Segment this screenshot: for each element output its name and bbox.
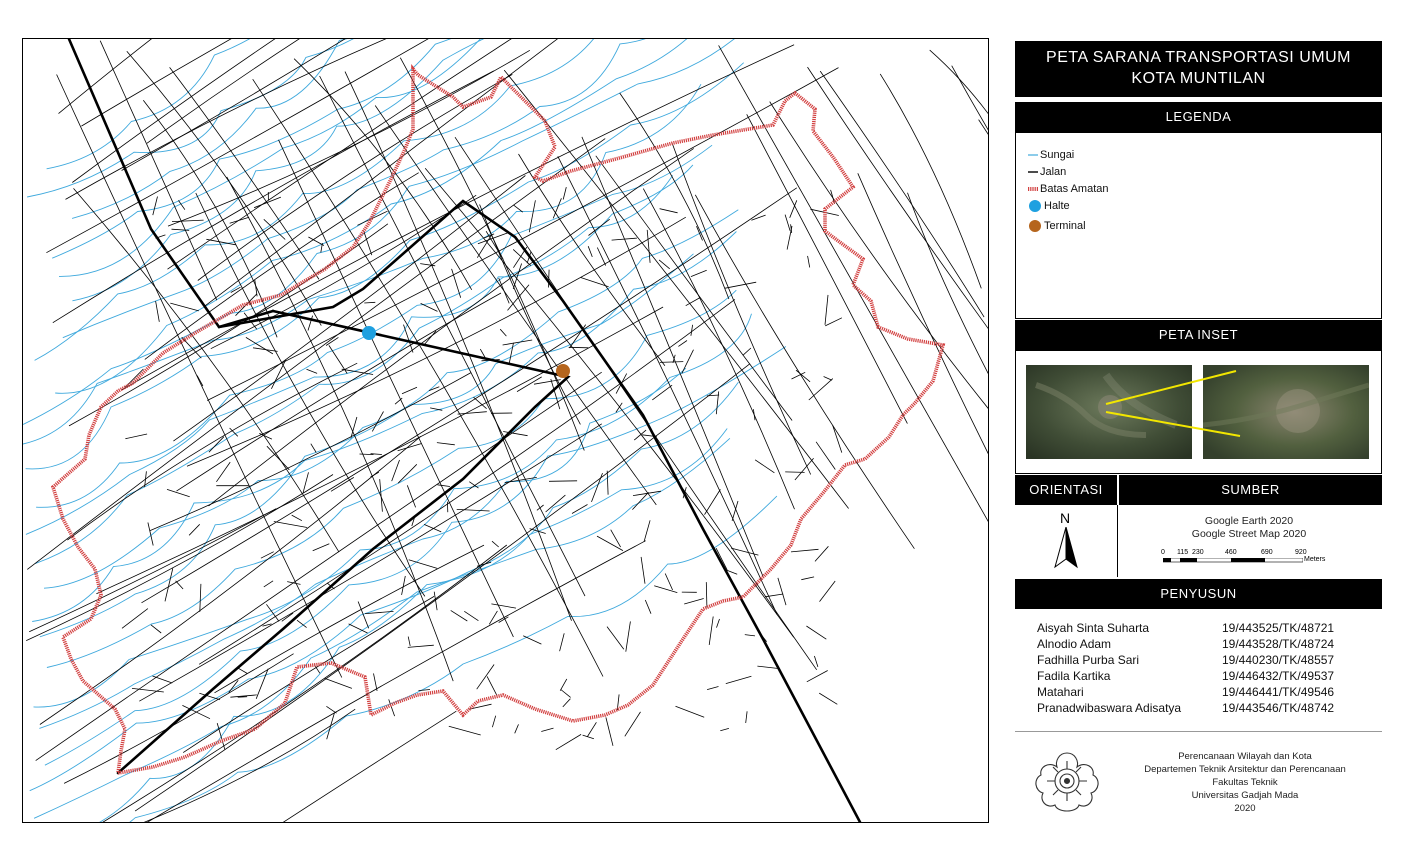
minor-road — [145, 173, 419, 360]
legend-item-halte — [1028, 199, 1070, 213]
local-street — [325, 678, 352, 688]
local-street — [684, 599, 704, 605]
major-road — [118, 311, 568, 773]
terminal-marker[interactable] — [556, 364, 570, 378]
local-street — [419, 690, 431, 691]
compiler-name: Alnodio Adam — [1037, 637, 1112, 651]
inset-heading: PETA INSET — [1015, 320, 1382, 350]
local-street — [549, 481, 577, 482]
orientation-source-box — [1015, 505, 1382, 577]
scale-label: 690 — [1261, 549, 1273, 556]
local-street — [172, 220, 204, 222]
terminal-dot-icon — [1028, 219, 1042, 233]
minor-road — [558, 156, 777, 615]
river-line — [23, 496, 777, 823]
local-street — [311, 444, 316, 453]
local-street — [678, 341, 687, 347]
local-street — [785, 215, 790, 231]
local-street — [806, 626, 826, 639]
local-street — [424, 331, 436, 345]
local-street — [743, 348, 751, 355]
minor-road — [173, 176, 525, 442]
local-street — [720, 728, 729, 730]
minor-road — [142, 188, 797, 603]
local-street — [271, 359, 286, 388]
local-street — [449, 726, 481, 735]
minor-road — [253, 79, 603, 676]
local-street — [809, 379, 833, 400]
local-street — [122, 609, 148, 629]
local-street — [374, 673, 378, 691]
river-line — [35, 175, 673, 563]
local-street — [508, 285, 530, 311]
local-street — [660, 362, 684, 363]
institution-box — [1015, 737, 1382, 821]
inset-highlight-lines — [1016, 351, 1383, 475]
legend-item-terminal — [1028, 219, 1086, 233]
local-street — [402, 387, 417, 394]
local-street — [561, 690, 571, 698]
north-letter: N — [1060, 510, 1071, 526]
river-line — [32, 232, 736, 622]
local-street — [392, 460, 400, 481]
local-street — [491, 604, 516, 608]
legend-heading: LEGENDA — [1015, 102, 1382, 132]
map-title-line1: PETA SARANA TRANSPORTASI UMUM — [1046, 49, 1351, 66]
local-street — [541, 728, 553, 731]
compiler-name: Fadila Kartika — [1037, 669, 1111, 683]
compiler-id: 19/443528/TK/48724 — [1222, 637, 1335, 651]
local-street — [398, 464, 417, 483]
local-street — [156, 301, 160, 322]
local-street — [326, 706, 336, 713]
local-street — [197, 376, 203, 387]
local-street — [587, 722, 596, 736]
local-street — [513, 249, 531, 265]
local-street — [644, 520, 650, 542]
institution-line: Departemen Teknik Arsitektur dan Perencanaan — [1144, 764, 1346, 775]
local-street — [548, 270, 549, 288]
local-street — [563, 187, 566, 199]
local-street — [626, 621, 631, 651]
local-street — [464, 611, 478, 620]
local-street — [607, 471, 608, 495]
local-street — [706, 582, 707, 607]
local-street — [825, 318, 842, 326]
local-street — [778, 578, 786, 605]
map-info-panel — [1015, 41, 1382, 827]
local-street — [408, 645, 434, 647]
minor-road — [719, 45, 989, 646]
local-street — [492, 541, 499, 547]
minor-road — [880, 74, 981, 289]
compiler-id: 19/446441/TK/49546 — [1222, 685, 1335, 699]
halte-marker[interactable] — [362, 326, 376, 340]
local-street — [537, 505, 544, 510]
institution-divider — [1015, 731, 1382, 732]
local-street — [230, 428, 238, 436]
compiler-id: 19/446432/TK/49537 — [1222, 669, 1335, 683]
legend-item-road — [1028, 166, 1066, 178]
local-street — [364, 302, 375, 303]
minor-road — [127, 51, 321, 325]
local-street — [755, 460, 774, 473]
local-street — [808, 256, 810, 268]
north-arrow-icon — [1051, 527, 1081, 587]
river-line — [30, 382, 739, 791]
local-street — [176, 581, 184, 589]
river-line — [47, 39, 306, 169]
map-canvas[interactable] — [23, 39, 989, 823]
scale-label: 460 — [1225, 549, 1237, 556]
compiler-name: Aisyah Sinta Suharta — [1037, 621, 1150, 635]
scale-bar-graphic — [1163, 558, 1303, 563]
legend-label: Jalan — [1040, 166, 1067, 178]
road-symbol-icon — [1028, 169, 1038, 175]
local-street — [819, 693, 837, 704]
local-street — [726, 676, 752, 683]
local-street — [254, 197, 281, 208]
local-street — [641, 557, 645, 584]
local-street — [606, 717, 613, 745]
local-street — [705, 489, 721, 514]
local-street — [216, 462, 230, 482]
halte-dot-icon — [1028, 199, 1042, 213]
local-street — [200, 584, 201, 612]
institution-line: Universitas Gadjah Mada — [1191, 790, 1299, 801]
local-street — [499, 278, 510, 303]
local-street — [753, 409, 755, 420]
legend-label: Halte — [1044, 200, 1070, 212]
local-street — [560, 633, 565, 651]
river-line — [27, 39, 403, 197]
local-street — [660, 209, 678, 213]
local-street — [292, 515, 302, 521]
local-street — [153, 676, 173, 683]
compiler-id: 19/443525/TK/48721 — [1222, 621, 1335, 635]
map-title-line2: KOTA MUNTILAN — [1131, 70, 1266, 87]
local-street — [709, 617, 713, 645]
local-street — [824, 377, 832, 381]
scale-label: 230 — [1192, 549, 1204, 556]
local-street — [313, 544, 330, 551]
local-street — [791, 549, 819, 552]
minor-road — [67, 363, 357, 540]
river-line — [45, 347, 786, 766]
local-street — [523, 636, 541, 644]
local-street — [307, 369, 318, 373]
local-street — [266, 604, 279, 621]
ugm-logo-icon — [1031, 747, 1103, 815]
local-street — [421, 303, 438, 311]
local-street — [581, 278, 609, 287]
local-street — [500, 329, 506, 336]
legend-label: Terminal — [1044, 220, 1086, 232]
local-street — [236, 294, 257, 316]
road-network-minor — [26, 39, 989, 823]
scale-label: 0 — [1161, 549, 1165, 556]
minor-road — [952, 66, 989, 438]
minor-road — [36, 372, 602, 760]
source-heading: SUMBER — [1119, 475, 1382, 505]
institution-line: Perencanaan Wilayah dan Kota — [1178, 751, 1312, 762]
local-street — [358, 602, 369, 629]
local-street — [437, 443, 455, 445]
river-line — [34, 438, 730, 818]
river-line — [44, 210, 738, 588]
orientation-heading: ORIENTASI — [1015, 475, 1117, 505]
local-street — [647, 230, 650, 263]
local-street — [560, 679, 567, 691]
scale-label: 920 — [1295, 549, 1307, 556]
local-street — [515, 724, 519, 733]
local-street — [372, 412, 383, 432]
minor-road — [177, 293, 502, 491]
local-street — [408, 637, 410, 646]
river-line — [34, 314, 752, 707]
local-street — [125, 434, 147, 439]
boundary-symbol-icon — [1028, 186, 1038, 192]
legend-label: Sungai — [1040, 149, 1075, 161]
minor-road — [582, 137, 764, 578]
local-street — [170, 303, 199, 311]
compiler-id: 19/443546/TK/48742 — [1222, 701, 1335, 715]
minor-road — [96, 307, 663, 594]
local-street — [151, 625, 161, 633]
local-street — [230, 217, 249, 223]
local-street — [563, 699, 571, 707]
scale-label: 115 — [1177, 549, 1189, 556]
local-street — [707, 687, 718, 690]
local-street — [153, 197, 158, 216]
local-street — [189, 524, 200, 535]
minor-road — [320, 76, 585, 596]
local-street — [632, 492, 648, 509]
local-street — [725, 282, 757, 288]
local-street — [691, 325, 693, 336]
local-street — [801, 577, 814, 580]
minor-road — [183, 596, 434, 752]
legend-label: Batas Amatan — [1040, 183, 1109, 195]
minor-road — [70, 541, 645, 823]
local-street — [438, 485, 450, 487]
local-street — [807, 671, 828, 682]
local-street — [457, 509, 490, 511]
local-street — [331, 477, 354, 491]
minor-road — [66, 39, 426, 199]
river-line — [52, 39, 526, 258]
institution-line: 2020 — [1234, 803, 1256, 814]
legend-box — [1015, 132, 1382, 319]
local-street — [238, 697, 247, 698]
local-street — [625, 712, 641, 736]
local-street — [833, 425, 842, 453]
local-street — [264, 581, 273, 587]
river-line — [40, 254, 694, 637]
local-street — [825, 295, 828, 325]
local-street — [607, 627, 624, 650]
minor-road — [57, 75, 342, 678]
minor-road — [747, 114, 908, 423]
compilers-heading: PENYUSUN — [1015, 579, 1382, 609]
river-line — [23, 84, 701, 445]
local-street — [731, 548, 758, 555]
local-street — [364, 230, 372, 255]
local-street — [551, 379, 560, 409]
local-street — [654, 586, 677, 593]
local-street — [238, 668, 248, 674]
local-street — [707, 395, 719, 396]
river-symbol-icon — [1028, 152, 1038, 158]
local-street — [691, 270, 707, 276]
minor-road — [820, 71, 984, 317]
local-street — [429, 387, 439, 391]
local-street — [209, 437, 224, 453]
local-street — [746, 711, 747, 723]
compiler-name: Pranadwibaswara Adisatya — [1037, 701, 1182, 715]
minor-road — [209, 148, 694, 506]
local-street — [785, 472, 804, 473]
map-frame[interactable] — [22, 38, 989, 823]
local-street — [572, 505, 588, 514]
local-street — [402, 576, 406, 595]
minor-road — [596, 156, 792, 421]
local-street — [717, 619, 720, 628]
legend-item-boundary — [1028, 183, 1109, 195]
local-street — [751, 215, 765, 220]
inset-box — [1015, 350, 1382, 474]
compilers-box — [1015, 609, 1382, 729]
local-street — [665, 574, 672, 591]
local-street — [645, 600, 651, 614]
local-street — [556, 734, 581, 749]
local-street — [676, 706, 705, 717]
minor-road — [695, 195, 914, 549]
compiler-name: Matahari — [1037, 685, 1084, 699]
compiler-name: Fadhilla Purba Sari — [1037, 653, 1140, 667]
local-street — [274, 522, 307, 528]
local-street — [732, 501, 738, 521]
river-network — [23, 39, 786, 823]
minor-road — [770, 102, 989, 547]
scale-bar — [1161, 549, 1326, 565]
local-street — [458, 412, 487, 414]
compiler-id: 19/440230/TK/48557 — [1222, 653, 1335, 667]
legend-item-river — [1028, 149, 1074, 161]
source-line: Google Street Map 2020 — [1191, 528, 1307, 540]
local-street — [820, 581, 836, 602]
local-street — [487, 676, 497, 695]
scale-unit: Meters — [1304, 556, 1326, 563]
local-street — [814, 656, 818, 667]
local-street — [588, 246, 592, 257]
local-street — [569, 347, 589, 348]
local-street — [167, 489, 190, 496]
local-street — [509, 343, 513, 363]
local-street — [303, 472, 308, 492]
local-street — [745, 635, 755, 636]
minor-road — [908, 193, 990, 376]
local-street — [492, 716, 495, 728]
source-line: Google Earth 2020 — [1204, 515, 1294, 527]
institution-line: Fakultas Teknik — [1212, 777, 1278, 788]
local-street — [659, 260, 670, 269]
local-street — [816, 442, 835, 470]
map-title — [1015, 41, 1382, 97]
local-street — [815, 546, 828, 561]
local-street — [597, 536, 623, 551]
minor-road — [930, 50, 989, 228]
local-street — [716, 548, 727, 570]
local-street — [489, 611, 497, 624]
minor-road — [979, 120, 989, 593]
study-area-boundary — [53, 69, 943, 773]
